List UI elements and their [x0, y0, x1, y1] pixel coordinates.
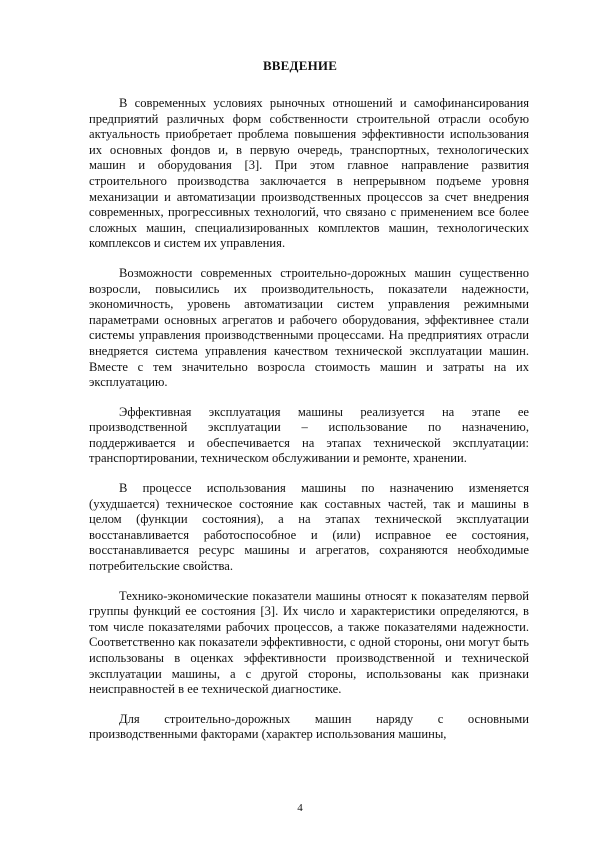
- paragraph: Технико-экономические показатели машины относят к показателям первой группы функций ее состояния [3]. Их число и характеристики определяются, в том числе показателями рабочих процессов, а также показателями надежности. Соответственно как показатели эффективности, с одной стороны, они могут быть использованы в оценках эффективности производственной и технической эксплуатации машины, а с другой стороны, использованы как признаки неисправностей в ее технической диагностике.: [89, 588, 529, 697]
- section-title: ВВЕДЕНИЕ: [262, 58, 338, 73]
- page-number: 4: [297, 802, 303, 814]
- paragraph: Возможности современных строительно-дорожных машин существенно возросли, повысились их производительность, показатели надежности, экономичность, уровень автоматизации систем управления режимными параметрами основных агрегатов и рабочего оборудования, эффективнее стали системы управления производственными процессами. На предприятиях отрасли внедряется система управления качеством технической эксплуатации машин. Вместе с тем значительно возросла стоимость машин и затраты на их эксплуатацию.: [89, 265, 529, 390]
- paragraph: Эффективная эксплуатация машины реализуется на этапе ее производственной эксплуатации – использование по назначению, поддерживается и обеспечивается на этапах технической эксплуатации: транспортировании, техническом обслуживании и ремонте, хранении.: [89, 404, 529, 466]
- body-text: [89, 96, 529, 743]
- paragraph: В современных условиях рыночных отношений и самофинансирования предприятий различных форм собственности строительной отрасли особую актуальность приобретает проблема повышения эффективности использования их основных фондов и, в первую очередь, транспортных, технологических машин и оборудования [3]. При этом главное направление развития строительного производства заключается в непрерывном подъеме уровня механизации и автоматизации производственных процессов за счет внедрения современных, прогрессивных технологий, что связано с применением все более сложных машин, специализированных комплектов машин, технологических комплексов и систем их управления.: [89, 96, 529, 251]
- paragraph: Для строительно-дорожных машин наряду с основными производственными факторами (характер использования машины,: [89, 711, 529, 742]
- paragraph: В процессе использования машины по назначению изменяется (ухудшается) техническое состояние как составных частей, так и машины в целом (функции состояния), а на этапах технической эксплуатации восстанавливается работоспособное и (или) исправное ее состояния, восстанавливается ресурс машины и агрегатов, сохраняются необходимые потребительские свойства.: [89, 481, 529, 574]
